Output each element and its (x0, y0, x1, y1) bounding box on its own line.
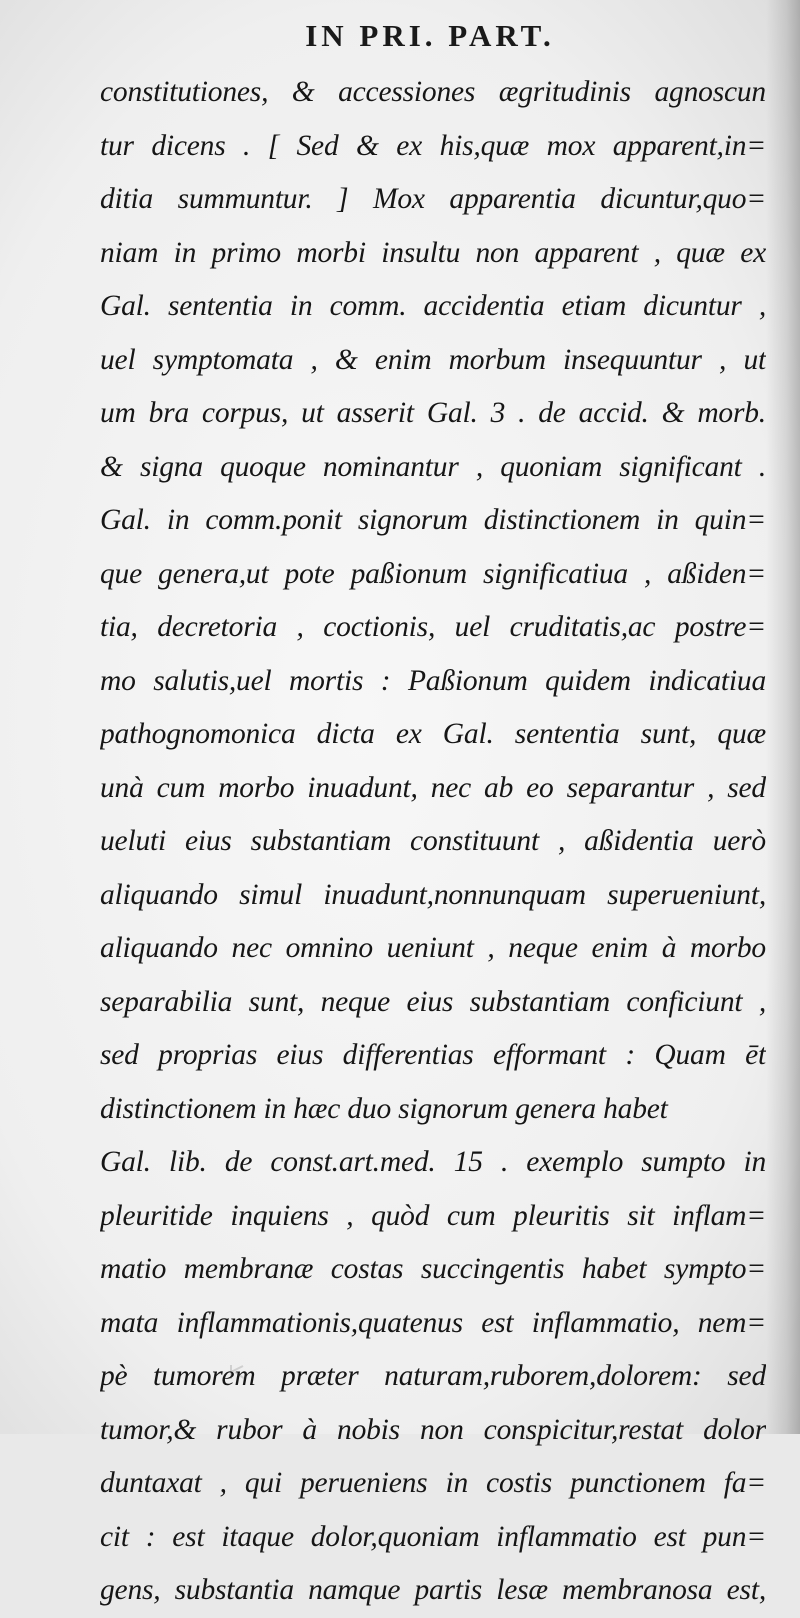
text-line: pleuritide inquiens , quòd cum pleuritis sit inflam= (100, 1199, 766, 1232)
text-line: uel symptomata , & enim morbum insequuntur , ut (100, 343, 766, 376)
text-line: sed proprias eius differentias efformant : Quam ēt (100, 1039, 766, 1071)
text-line: unà cum morbo inuadunt, nec ab eo separantur , sed (100, 771, 766, 804)
text-line: Gal. in comm.ponit signorum distinctionem in quin= (100, 504, 766, 536)
text-line: ditia summuntur. ] Mox apparentia dicuntur,quo= (100, 183, 766, 215)
text-line: cit : est itaque dolor,quoniam inflammatio est pun= (100, 1520, 766, 1553)
gutter-shadow (766, 0, 800, 1434)
text-line: matio membranæ costas succingentis habet sympto= (100, 1253, 766, 1285)
text-line: Gal. sententia in comm. accidentia etiam dicuntur , (100, 290, 766, 322)
text-line: aliquando nec omnino ueniunt , neque enim à morbo (100, 932, 766, 964)
text-line: ueluti eius substantiam constituunt , aßidentia uerò (100, 825, 766, 857)
text-line: que genera,ut pote paßionum significatiua , aßiden= (100, 557, 766, 590)
text-line: um bra corpus, ut asserit Gal. 3 . de accid. & morb. (100, 397, 766, 429)
text-line: tur dicens . [ Sed & ex his,quæ mox apparent,in= (100, 129, 766, 162)
text-line: gens, substantia namque partis lesæ membranosa est, (100, 1574, 766, 1606)
text-line: & signa quoque nominantur , quoniam significant . (100, 450, 766, 483)
text-line: separabilia sunt, neque eius substantiam conficiunt , (100, 985, 766, 1018)
text-line: pè tumorem præter naturam,ruborem,dolorem: sed (100, 1360, 766, 1392)
text-line: mo salutis,uel mortis : Paßionum quidem indicatiua (100, 664, 766, 697)
text-line: constitutiones, & accessiones ægritudinis agnoscun (100, 76, 766, 108)
text-line: niam in primo morbi insultu non apparent , quæ ex (100, 236, 766, 269)
ink-smudge (225, 1362, 265, 1380)
text-line: mata inflammationis,quatenus est inflammatio, nem= (100, 1306, 766, 1339)
text-line: aliquando simul inuadunt,nonnunquam superueniunt, (100, 878, 766, 911)
body-text (100, 66, 766, 1618)
text-line: tumor,& rubor à nobis non conspicitur,restat dolor (100, 1413, 766, 1446)
text-line: duntaxat , qui perueniens in costis punctionem fa= (100, 1467, 766, 1499)
text-line: pathognomonica dicta ex Gal. sententia sunt, quæ (100, 718, 766, 750)
text-line: tia, decretoria , coctionis, uel cruditatis,ac postre= (100, 611, 766, 643)
text-line: distinctionem in hæc duo signorum genera habet (100, 1092, 668, 1125)
running-head: IN PRI. PART. (305, 18, 555, 53)
text-line: Gal. lib. de const.art.med. 15 . exemplo sumpto in (100, 1146, 766, 1178)
